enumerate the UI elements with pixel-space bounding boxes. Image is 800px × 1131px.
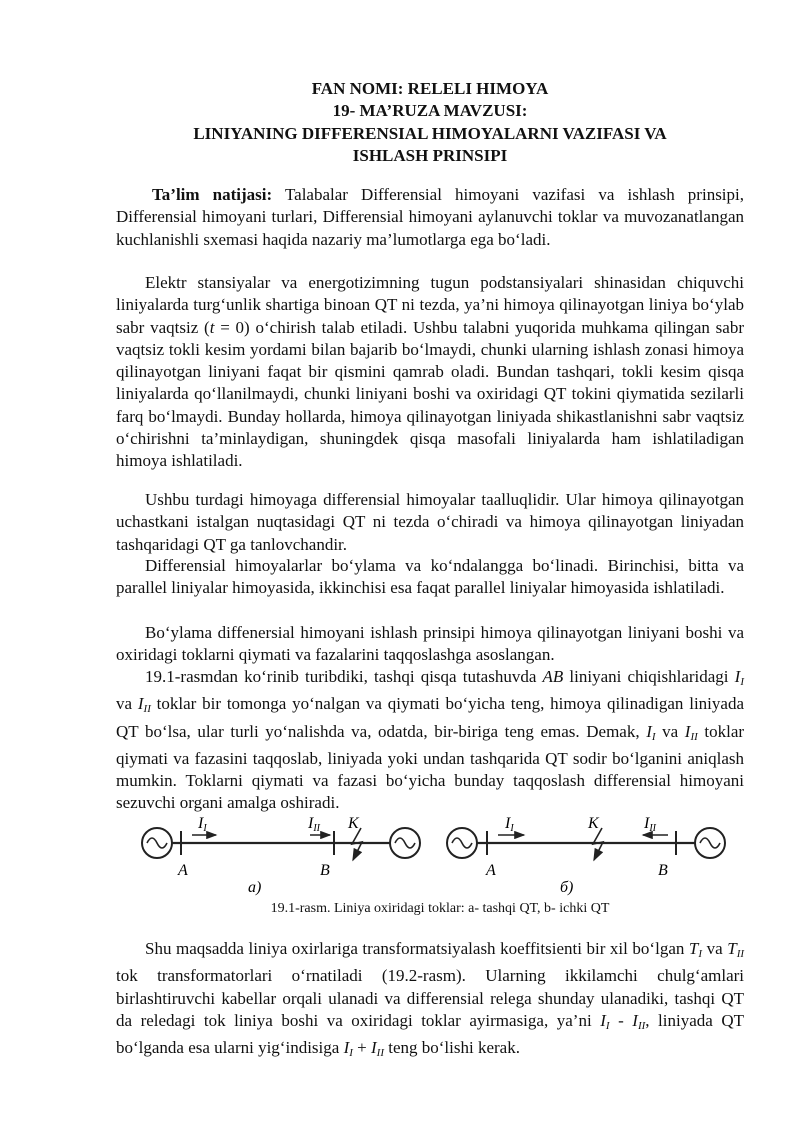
- time-symbol: t: [209, 317, 215, 337]
- lecture-topic-line1: LINIYANING DIFFERENSIAL HIMOYALARNI VAZIFASI VA: [193, 124, 667, 143]
- current-symbol: I: [343, 1038, 350, 1058]
- learning-outcome-text: Talabalar Differensial himoyani vazifasi va ishlash prinsipi, Differensial himoyani turlari, Differensial himoyani aylanuvchi toklar va muvozanatlangan kuchlanishli sxemasi haqida nazariy ma’lumotlarga ega bo‘ladi.: [116, 185, 745, 249]
- subscript: II: [736, 948, 745, 960]
- label-b-A: A: [486, 862, 496, 879]
- label-a-A: A: [178, 862, 188, 879]
- line-ab-symbol: AB: [542, 667, 564, 686]
- label-a-I2: III: [308, 815, 320, 834]
- subscript: I: [349, 1047, 353, 1060]
- paragraph-5: [116, 666, 744, 815]
- diagram-b: [447, 815, 725, 896]
- paragraph-6-text-a: Shu maqsadda liniya oxirlariga transformatsiyalash koeffitsienti bir xil bo‘lgan: [145, 939, 689, 958]
- label-b-K: K: [588, 815, 599, 832]
- transformer-symbol: T: [688, 939, 699, 958]
- current-symbol: I: [632, 1010, 638, 1030]
- paragraph-6-text-b: tok transformatorlari o‘rnatiladi (19.2-rasm). Ularning ikkilamchi chulg‘amlari birlashtiruvchi kabellar orqali ulanadi va differensial relega shunday ulanadiki, tashqi QT da reledagi tok liniya boshi va oxiridagi toklar ayirmasiga, ya’ni: [116, 966, 744, 1030]
- label-a-B: B: [320, 862, 330, 879]
- paragraph-5-text-c: toklar bir tomonga yo‘nalgan va qiymati bo‘yicha teng, himoya qilinadigan liniyada QT bo‘lsa, ular turli yo‘nalishda va, odatda, bir-biriga teng emas. Demak,: [116, 694, 744, 741]
- paragraph-6: [116, 938, 744, 1064]
- subscript: I: [605, 1019, 610, 1032]
- subscript: I: [740, 676, 745, 688]
- paragraph-6-text-d: teng bo‘lishi kerak.: [384, 1038, 520, 1058]
- figure-caption: 19.1-rasm. Liniya oxiridagi toklar: a- tashqi QT, b- ichki QT: [270, 901, 610, 916]
- label-a-K: K: [348, 815, 359, 832]
- subscript: II: [376, 1047, 384, 1060]
- current-symbol: I: [646, 721, 652, 741]
- sine-icon: [147, 838, 167, 848]
- sine-icon: [452, 838, 472, 848]
- current-symbol: I: [684, 721, 691, 741]
- paragraph-1: [116, 272, 744, 473]
- current-symbol: I: [600, 1010, 606, 1030]
- conjunction: va: [655, 721, 685, 741]
- label-a-I1: II: [198, 815, 207, 834]
- diagram-a: [142, 815, 420, 896]
- label-a: а): [248, 879, 262, 896]
- subscript: I: [651, 730, 656, 743]
- learning-outcome-paragraph: [116, 184, 744, 251]
- subscript: II: [143, 703, 151, 716]
- line-current-diagram: [130, 808, 730, 903]
- paragraph-5-text-d: toklar qiymati va fazasini taqqoslab, liniyada yoki undan tashqarida QT sodir bo‘lganini aniqlash mumkin. Toklarni qiymati va fazasi bo‘yicha bunday taqqoslash differensial himoyani sezuvchi organi amalga oshiradi.: [116, 721, 745, 813]
- conjunction: va: [702, 939, 728, 958]
- lecture-topic-line2: ISHLASH PRINSIPI: [352, 146, 508, 165]
- current-symbol: I: [371, 1038, 377, 1058]
- transformer-symbol: T: [727, 939, 737, 958]
- paragraph-1-text-b: = 0) o‘chirish talab etiladi. Ushbu talabni yuqorida muhkama qilingan sabr vaqtsiz tokli kesim yordami bilan bajarib bo‘lmaydi, chunki ularning ishlash zonasi himoya qilinayotgan liniyani faqat bir qismini qamrab oladi. Bundan tashqari, tokli kesim qisqa liniyalarda qo‘llanilmaydi, chunki liniyani boshi va oxiridagi QT tokini qiymatida sezilarli farq bo‘lmaydi. Bunday hollarda, himoya qilinayotgan liniyada shikastlanishni sabr vaqtsiz o‘chirishni ta’minlaydigan, shuningdek qisqa masofali liniyalarda ham ishlatiladigan himoya ishlatiladi.: [116, 317, 745, 471]
- subject-title: FAN NOMI: RELELI HIMOYA: [311, 79, 549, 98]
- paragraph-3: Differensial himoyalarlar bo‘ylama va ko‘ndalangga bo‘linadi. Birinchisi, bitta va parallel liniyalar himoyasida, ikkinchisi esa faqat parallel liniyalar himoyasida ishlatiladi.: [116, 556, 744, 598]
- figure-19-1: [130, 808, 730, 908]
- minus-sign: -: [609, 1010, 633, 1030]
- paragraph-6-text-c: , liniyada QT bo‘lganda esa ularni yig‘indisiga: [116, 1010, 745, 1058]
- paragraph-5-text-a: 19.1-rasmdan ko‘rinib turibdiki, tashqi qisqa tutashuvda: [145, 667, 543, 686]
- label-b-I1: II: [505, 815, 514, 834]
- paragraph-2: Ushbu turdagi himoyaga differensial himoyalar taalluqlidir. Ular himoya qilinayotgan uchastkani istalgan nuqtasidagi QT ni tezda o‘chiradi va himoya qilinayotgan liniyadan tashqaridagi QT ga tanlovchandir.: [116, 490, 744, 554]
- paragraph-5-text-b: liniyani chiqishlaridagi: [563, 667, 735, 686]
- current-symbol: I: [137, 694, 144, 714]
- subscript: II: [637, 1019, 646, 1032]
- conjunction: va: [116, 694, 138, 714]
- lecture-number: 19- MA’RUZA MAVZUSI:: [332, 101, 528, 120]
- current-symbol: I: [734, 667, 741, 686]
- label-b-B: B: [658, 862, 668, 879]
- learning-outcome-label: Ta’lim natijasi:: [152, 185, 273, 204]
- label-b-I2: III: [644, 815, 656, 834]
- label-b: б): [560, 879, 574, 896]
- subscript: I: [698, 948, 703, 960]
- paragraph-4: Bo‘ylama diffenersial himoyani ishlash prinsipi himoya qilinayotgan liniyani boshi va oxiridagi toklarni qiymati va fazalarini taqqoslashga asoslangan.: [116, 623, 744, 665]
- sine-icon: [700, 838, 720, 848]
- subscript: II: [690, 730, 698, 743]
- plus-sign: +: [352, 1038, 371, 1058]
- paragraph-1-text-a: Elektr stansiyalar va energotizimning tugun podstansiyalari shinasidan chiquvchi liniyalarda turg‘unlik shartiga binoan QT ni tezda, ya’ni himoya qilinayotgan liniya bo‘ylab sabr vaqtsiz (: [116, 273, 744, 337]
- sine-icon: [395, 838, 415, 848]
